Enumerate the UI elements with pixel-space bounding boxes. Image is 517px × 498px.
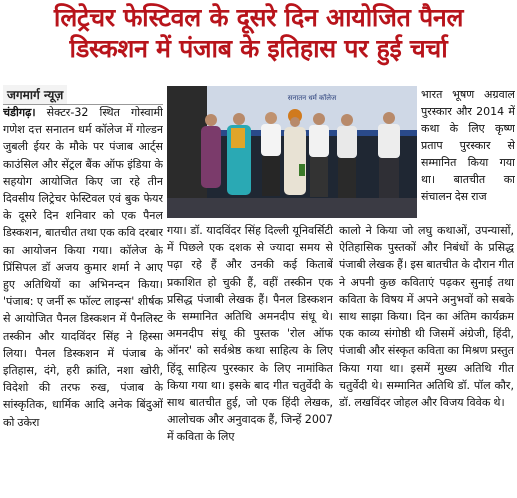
headline-line-2: डिस्कशन में पंजाब के इतिहास पर हुई चर्चा <box>69 34 448 63</box>
article-column-1-text: सेक्टर-32 स्थित गोस्वामी गणेश दत्त सनातन धर्म कॉलेज में गोल्डन जुबली ईयर के मौके पर पंजाब आर्ट्स काउंसिल और सेंट्रल बैंक ऑफ इंडिया के सहयोग आयोजित किए जा रहे तीन दिवसीय लिट्रेचर फेस्टिवल एवं बुक फेयर के दूसरे दिन शनिवार को एक पैनल डिस्कशन, बातचीत तथा एक कवि दरबार का आयोजन किया गया। कॉलेज के प्रिंसिपल डॉ अजय कुमार शर्मा ने आए हुए अतिथियों का अभिनन्दन किया। 'पंजाब: ए जर्नी रू फॉल्ट लाइन्स' शीर्षक से आयोजित पैनल डिस्कशन में पैनलिस्ट तस्कीन और यादविंदर सिंह ने हिस्सा लिया। पैनल डिस्कशन में पंजाब के इतिहास, दंगे, हरी क्रांति, नशा खोरी, विदेशो की तरफ रुख, पंजाब के सांस्कृतिक, धार्मिक आदि अनेक बिंदुओं को उकेरा <box>3 106 163 429</box>
news-photo <box>167 86 417 218</box>
article-column-3-text: कालो ने किया जो लघु कथाओं, उपन्यासों, ऐतिहासिक पुस्तकों और निबंधों के प्रसिद्ध पंजाबी लेखक हैं। इस बातचीत के दौरान गीत ने अपनी कुछ कविताएं पढ़कर सुनाई तथा कविता के विषय में अपने अनुभवों को सबके साथ साझा किया। दिन का अंतिम कार्यक्रम एक काव्य संगोष्ठी थी जिसमें अंग्रेजी, हिंदी, पंजाबी और संस्कृत कविता का मिश्रण प्रस्तुत किया गया था। इसमें मुख्य अतिथि गीत चतुर्वेदी थे। सम्मानित अतिथि डॉ. पॉल कौर, डॉ. लखविंदर जोहल और विजय विवेक थे। <box>339 224 514 410</box>
article-column-2 <box>167 222 333 494</box>
photo-illustration <box>167 86 417 218</box>
article-column-3 <box>339 222 514 494</box>
headline-line-1: लिट्रेचर फेस्टिवल के दूसरे दिन आयोजित पैनल <box>53 3 464 32</box>
article-column-2-text: गया। डॉ. यादविंदर सिंह दिल्ली यूनिवर्सिटी में पिछले एक दशक से ज्यादा समय से पढ़ा रहे हैं और उनकी कई किताबें प्रकाशित हो चुकी हैं, वहीं तस्कीन एक प्रसिद्ध पंजाबी लेखक हैं। पैनल डिस्कशन के सम्मानित अतिथि अमनदीप संधू थे। अमनदीप संधू की पुस्तक 'रोल ऑफ ऑनर' को सर्वश्रेष्ठ कथा साहित्य के लिए हिंदू साहित्य पुरस्कार के लिए नामांकित किया गया था। इसके बाद गीत चतुर्वेदी के साथ बातचीत हुई, जो एक हिंदी लेखक, आलोचक और अनुवादक हैं, जिन्हें 2007 में कविता के लिए <box>167 224 333 444</box>
banner-text: सनातन धर्म कॉलेज <box>287 94 337 102</box>
article-column-1 <box>3 104 163 494</box>
byline: जगमार्ग न्यूज़ <box>3 85 67 104</box>
article-column-4-text: भारत भूषण अग्रवाल पुरस्कार और 2014 में कथा के लिए कृष्ण प्रताप पुरस्कार से सम्मानित किया गया था। बातचीत का संचालन देस राज <box>421 88 515 203</box>
article-column-4 <box>421 86 515 222</box>
dateline: चंडीगढ़। <box>3 106 36 119</box>
headline <box>0 2 517 64</box>
byline-row <box>3 84 163 105</box>
